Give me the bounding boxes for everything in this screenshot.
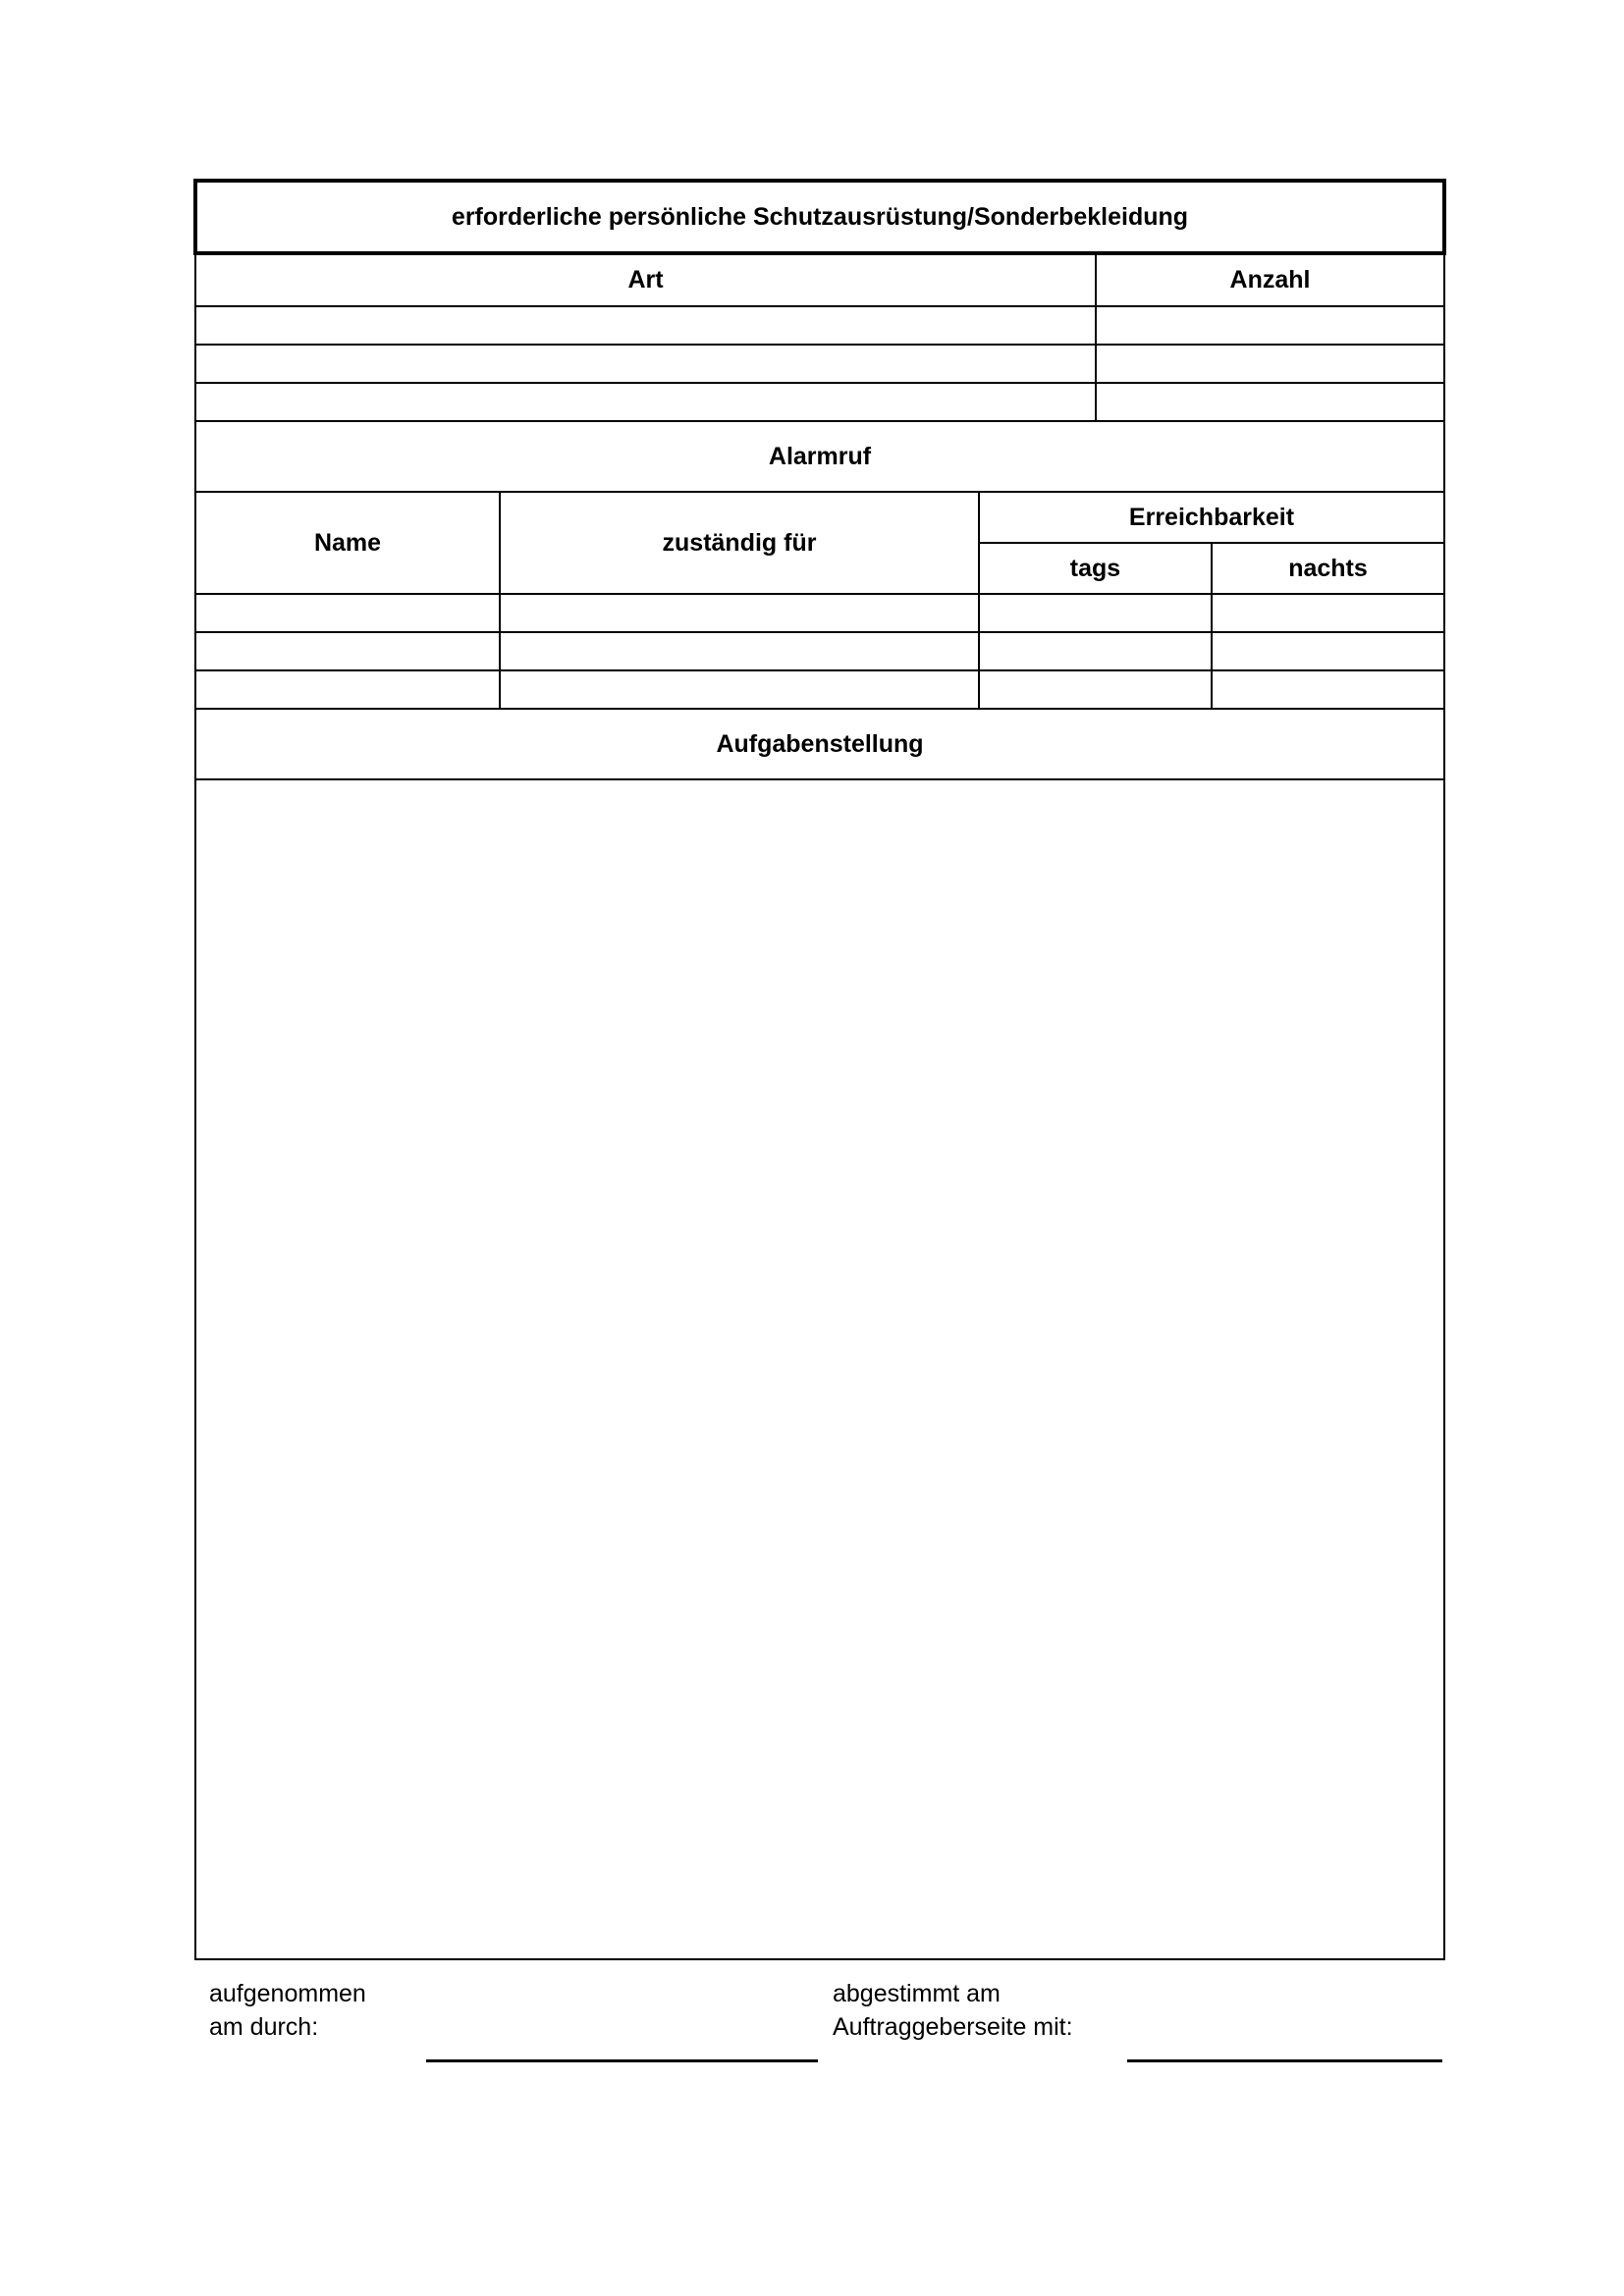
alarm-row <box>195 594 1444 632</box>
alarm-col-reachability-header: Erreichbarkeit <box>979 492 1444 543</box>
alarm-night-cell[interactable] <box>1212 670 1444 709</box>
ppe-row <box>195 345 1444 383</box>
alarm-col-night-header: nachts <box>1212 543 1444 594</box>
recorded-label <box>209 1977 366 2044</box>
ppe-header-row <box>195 253 1444 306</box>
ppe-col-count-header: Anzahl <box>1096 253 1444 306</box>
form-container <box>193 179 1442 1960</box>
alarm-title-row <box>195 421 1444 492</box>
ppe-count-cell[interactable] <box>1096 383 1444 421</box>
task-content-row <box>195 779 1444 1959</box>
recorded-label-line2: am durch: <box>209 2013 319 2041</box>
alarm-name-cell[interactable] <box>195 632 500 670</box>
form-table <box>193 179 1446 1960</box>
alarm-responsible-cell[interactable] <box>500 670 979 709</box>
ppe-title-row <box>195 181 1444 253</box>
alarm-name-cell[interactable] <box>195 670 500 709</box>
alarm-col-responsible-header: zuständig für <box>500 492 979 594</box>
alarm-col-day-header: tags <box>979 543 1212 594</box>
ppe-section-title: erforderliche persönliche Schutzausrüstung/Sonderbekleidung <box>195 181 1444 253</box>
ppe-type-cell[interactable] <box>195 383 1096 421</box>
alarm-row <box>195 670 1444 709</box>
alarm-header-row <box>195 492 1444 543</box>
ppe-row <box>195 306 1444 345</box>
recorded-label-line1: aufgenommen <box>209 1980 366 2007</box>
agreed-signature-line[interactable] <box>1127 2059 1442 2062</box>
alarm-responsible-cell[interactable] <box>500 594 979 632</box>
ppe-col-type-header: Art <box>195 253 1096 306</box>
ppe-count-cell[interactable] <box>1096 345 1444 383</box>
alarm-day-cell[interactable] <box>979 670 1212 709</box>
alarm-name-cell[interactable] <box>195 594 500 632</box>
agreed-label-line1: abgestimmt am <box>833 1980 1001 2007</box>
task-section-title: Aufgabenstellung <box>195 709 1444 779</box>
ppe-count-cell[interactable] <box>1096 306 1444 345</box>
signature-section <box>193 1977 1442 2065</box>
alarm-section-title: Alarmruf <box>195 421 1444 492</box>
alarm-row <box>195 632 1444 670</box>
alarm-day-cell[interactable] <box>979 632 1212 670</box>
task-content-area[interactable] <box>195 779 1444 1959</box>
alarm-night-cell[interactable] <box>1212 594 1444 632</box>
alarm-night-cell[interactable] <box>1212 632 1444 670</box>
alarm-col-name-header: Name <box>195 492 500 594</box>
agreed-label-line2: Auftraggeberseite mit: <box>833 2013 1073 2041</box>
ppe-type-cell[interactable] <box>195 345 1096 383</box>
recorded-signature-line[interactable] <box>426 2059 818 2062</box>
agreed-label <box>833 1977 1073 2044</box>
ppe-type-cell[interactable] <box>195 306 1096 345</box>
ppe-row <box>195 383 1444 421</box>
task-title-row <box>195 709 1444 779</box>
alarm-responsible-cell[interactable] <box>500 632 979 670</box>
alarm-day-cell[interactable] <box>979 594 1212 632</box>
